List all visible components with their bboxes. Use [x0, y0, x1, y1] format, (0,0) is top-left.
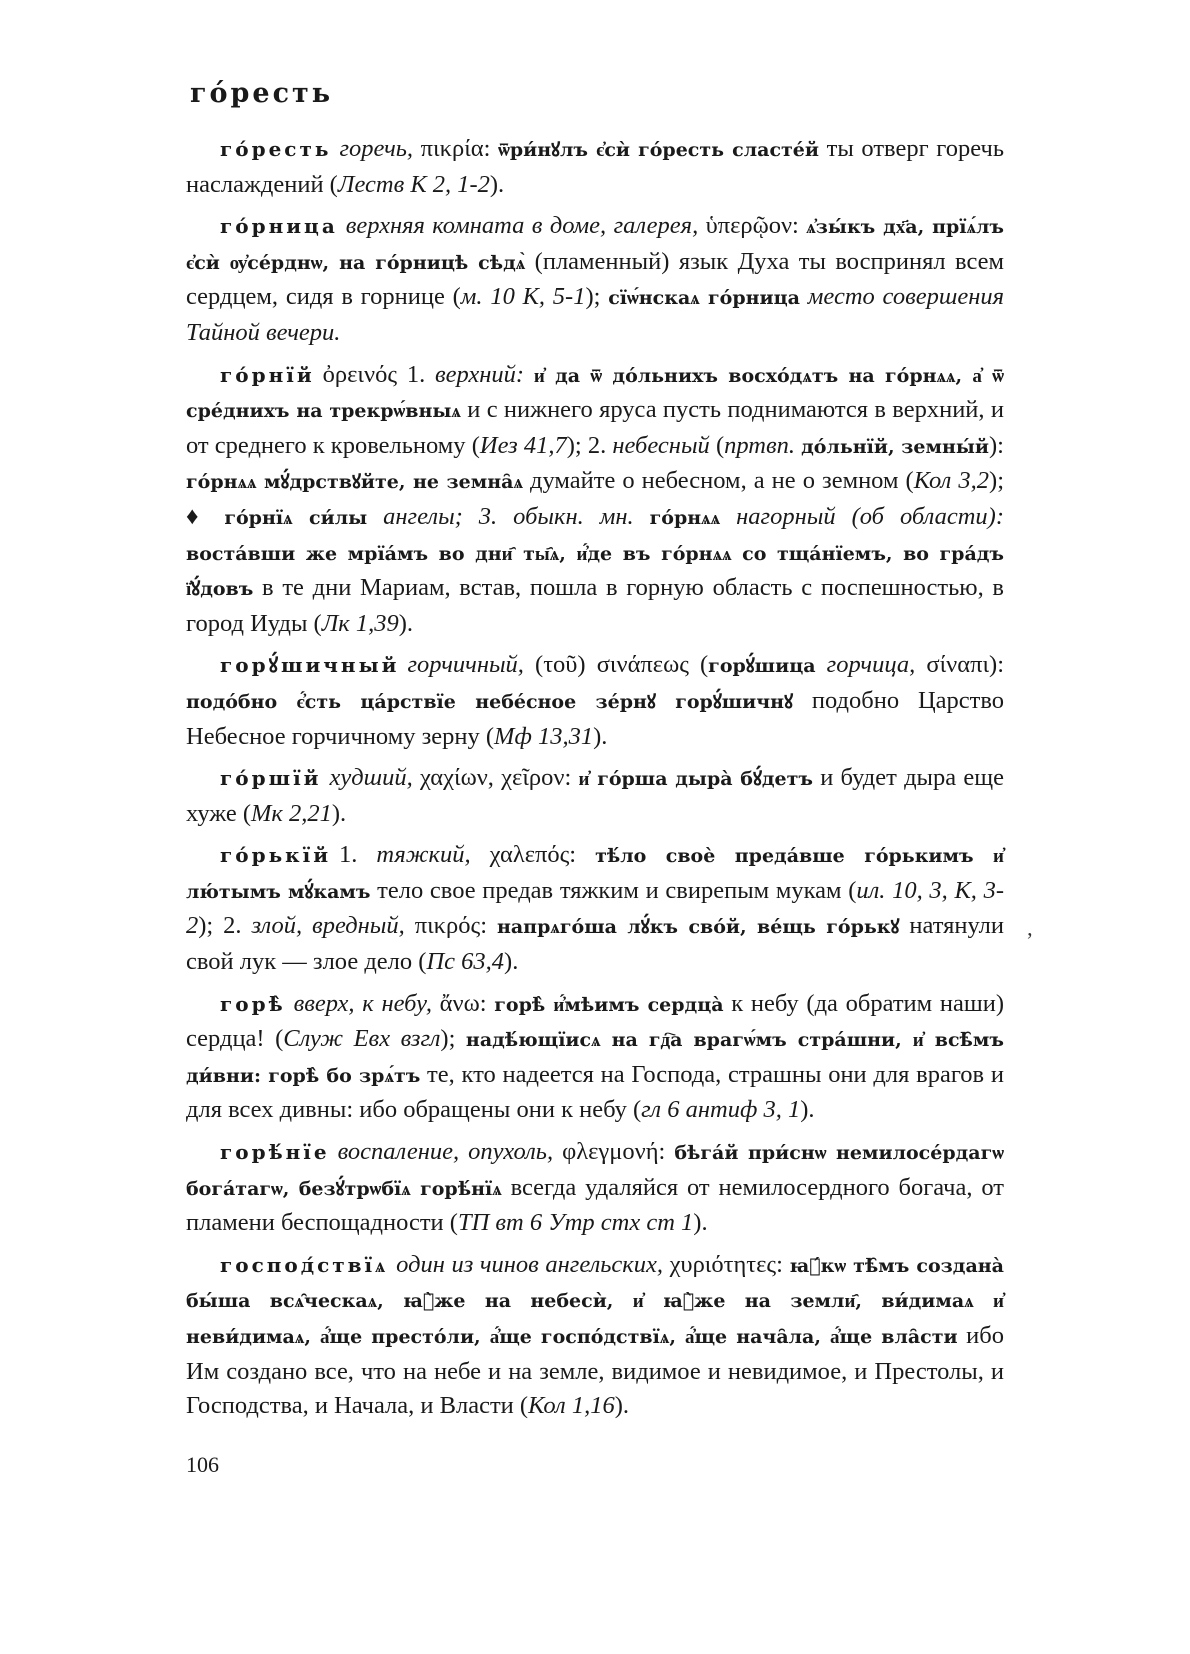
entry-text: ); 2.	[198, 912, 252, 940]
entry-text: ).	[398, 609, 414, 637]
entry-text: ); ♦	[186, 467, 1004, 530]
italic-gloss: Пс 63,4	[426, 948, 505, 976]
entry-text: к небу (да обратим наши) сердца! (	[186, 989, 1004, 1053]
entry-headword: го́рнїй	[220, 362, 315, 387]
church-slavonic-text: ѧ҆зы́къ дх҃а, прїѧ́лъ є҆сѝ ѹ҆се́рднѡ, на го́рницѣ сѣдѧ̀	[186, 216, 1004, 274]
entry-text: ).	[693, 1209, 708, 1237]
italic-gloss: один из чинов ангельских,	[396, 1250, 670, 1278]
dictionary-entry	[186, 838, 1004, 979]
italic-gloss: верхняя комната в доме, галерея,	[345, 212, 706, 240]
church-slavonic-text: бѣга́й при́снѡ немилосе́рдагѡ бога́тагѡ, безꙋ́трѡбїѧ горѣ́нїѧ	[186, 1142, 1004, 1200]
entries-column	[186, 132, 1004, 1431]
italic-gloss: Лк 1,39	[321, 609, 399, 637]
entry-text: и будет дыра еще хуже (	[186, 764, 1004, 827]
entry-text: ); 2.	[566, 431, 613, 459]
italic-gloss: вверх, к небу,	[293, 989, 440, 1017]
dictionary-entry	[186, 987, 1004, 1128]
entry-text: ):	[989, 431, 1004, 459]
entry-text: ).	[504, 948, 519, 976]
italic-gloss: горечь,	[339, 135, 421, 162]
entry-text: думайте о небесном, а не о земном (	[522, 467, 914, 495]
entry-headword: горꙋ́шичный	[220, 653, 400, 678]
entry-text: ).	[489, 170, 505, 198]
italic-gloss: злой, вредный,	[251, 912, 415, 940]
church-slavonic-text: ѿри́нꙋлъ є҆сѝ го́ресть сласте́й	[498, 139, 819, 161]
church-slavonic-text: сїѡ́нскаѧ го́рница	[608, 287, 800, 310]
italic-gloss: горчица,	[815, 651, 927, 679]
dictionary-entry	[186, 209, 1004, 350]
italic-gloss: Служ Евх взгл	[283, 1025, 441, 1053]
italic-gloss: ил. 10, 3, К, 3-2	[186, 876, 1004, 940]
entry-text: ).	[331, 799, 347, 827]
church-slavonic-text: горѣ̀ и҆́мѣимъ сердца̀	[494, 993, 724, 1016]
entry-text: χαλεπός:	[489, 841, 596, 869]
italic-gloss: место совершения Тайной вечери.	[186, 283, 1004, 346]
entry-text: и с нижнего яруса пусть поднимаются в верхний, и от среднего к кровельному (	[186, 396, 1004, 459]
entry-text: );	[585, 283, 609, 311]
italic-gloss: нагорный (об области):	[720, 502, 1004, 530]
church-slavonic-text: напрѧго́ша лꙋ́къ сво́й, ве́щь го́рькꙋ	[496, 916, 900, 939]
italic-gloss: Леств К 2, 1-2	[337, 170, 490, 198]
church-slavonic-text: го́рнѧѧ	[649, 506, 721, 529]
running-head: го́ресть	[190, 78, 334, 109]
dictionary-entry	[186, 1248, 1004, 1424]
italic-gloss: горчичный,	[407, 651, 536, 679]
dictionary-entry	[186, 761, 1004, 831]
entry-text: ὑπερῷον:	[705, 212, 807, 240]
entry-headword: горѣ̀	[220, 991, 286, 1016]
dictionary-entry	[186, 358, 1004, 642]
entry-text: всегда удаляйся от немилосердного богача, от пламени беспощадности (	[186, 1173, 1004, 1237]
entry-headword: горѣ́нїе	[220, 1140, 330, 1165]
entry-text: (пламенный) язык Духа ты воспринял всем сердцем, сидя в горнице (	[186, 247, 1005, 311]
margin-mark: ʼ	[1026, 928, 1034, 953]
italic-gloss: ТП вт 6 Утр стх ст 1	[457, 1209, 694, 1237]
italic-gloss: Кол 1,16	[528, 1392, 615, 1420]
entry-text: );	[440, 1025, 466, 1053]
entry-text: 1.	[406, 360, 436, 388]
italic-gloss: Мф 13,31	[494, 722, 594, 750]
entry-text: ).	[593, 722, 608, 750]
church-slavonic-text: надѣ́ющїисѧ на гд҇а врагѡ́мъ стра́шни, и҆ всѣ̑мъ ди́вни: горѣ̀ бо зрѧ́тъ	[186, 1029, 1004, 1087]
entry-text: πικρός:	[414, 912, 497, 940]
italic-gloss: пртвп.	[724, 431, 802, 459]
church-slavonic-text: го́рнїѧ си́лы	[224, 506, 368, 529]
entry-text: 1.	[339, 841, 377, 869]
italic-gloss: тяжкий,	[376, 841, 490, 869]
entry-headword: го́ршїй	[220, 766, 322, 791]
entry-text: φλεγμονή:	[562, 1138, 675, 1166]
italic-gloss: м. 10 К, 5-1	[460, 283, 586, 311]
page-number: 106	[186, 1452, 219, 1477]
dictionary-entry	[186, 132, 1004, 202]
entry-text: χυριότητες:	[669, 1250, 790, 1278]
entry-text: ὀρεινός	[322, 360, 407, 388]
italic-gloss: небесный	[612, 431, 710, 459]
church-slavonic-text: и҆ го́рша дыра̀ бꙋ́детъ	[578, 768, 813, 791]
church-slavonic-text: го́рнѧѧ мꙋ́дрствꙋйте, не земна̑ѧ	[186, 471, 523, 494]
entry-text: те, кто надеется на Господа, страшны они для врагов и для всех дивны: ибо обращены они к небу (	[186, 1060, 1004, 1124]
entry-text: подобно Царство Небесное горчичному зерну (	[186, 686, 1005, 750]
church-slavonic-text: тѣ́ло своѐ преда́вше го́рькимъ и҆ лю́тымъ мꙋ́камъ	[186, 845, 1005, 903]
entry-text: натянули свой лук — злое дело (	[186, 912, 1004, 976]
italic-gloss: верхний:	[435, 360, 534, 388]
entry-text: σίναπι):	[926, 651, 1004, 679]
entry-text: ибо Им создано все, что на небе и на земле, видимое и невидимое, и Престолы, и Господства, и Начала, и Власти (	[186, 1322, 1005, 1420]
church-slavonic-text: ꙗ҆́кѡ тѣ̑мъ создана̀ бы́ша всѧ̑ческаѧ, ꙗ҆̀же на небесѝ, и҆ ꙗ҆̀же на земли҄, ви́димаѧ и҆ неви́димаѧ, а҆́ще престо́ли, а҆́ще госпо́дствїѧ, а҆́ще нача̑ла, а҆́ще вла̑сти	[186, 1254, 1004, 1348]
italic-gloss: воспаление, опухоль,	[337, 1138, 563, 1166]
italic-gloss: ангелы; 3. обыкн. мн.	[367, 502, 650, 530]
entry-text: ).	[614, 1392, 630, 1420]
church-slavonic-text: и҆ да ѿ до́льнихъ восхо́дѧтъ на го́рнѧѧ, а҆ ѿ сре́днихъ на трекрѡ́вныѧ	[186, 364, 1004, 423]
italic-gloss: худший,	[329, 764, 420, 792]
entry-text: (	[709, 431, 725, 459]
entry-text: ἄνω:	[439, 989, 495, 1017]
dictionary-entry	[186, 1135, 1004, 1241]
entry-text: (τοῦ) σινάπεως (	[535, 651, 709, 679]
church-slavonic-text: горꙋ́шица	[708, 655, 816, 678]
church-slavonic-text: воста́вши же мрїа́мъ во дни҄ ты҄ѧ, и҆́де въ го́рнѧѧ со тща́нїемъ, во гра́дъ ї҆ꙋ́довъ	[186, 542, 1004, 601]
dictionary-entry	[186, 648, 1004, 754]
church-slavonic-text: до́льнїй, земны́й	[801, 435, 990, 458]
entry-text: πικρία:	[420, 135, 499, 162]
church-slavonic-text: подо́бно є҆́сть ца́рствїе небе́сное зе́рнꙋ горꙋ́шичнꙋ	[186, 690, 793, 713]
italic-gloss: Кол 3,2	[913, 467, 990, 495]
entry-text: в те дни Мариам, встав, пошла в горную область с поспешностью, в город Иуды (	[186, 574, 1004, 637]
entry-text: χαχίων, χεῖρον:	[419, 764, 579, 792]
entry-text: ты отверг горечь наслаждений (	[186, 135, 1004, 198]
entry-headword: го́рница	[220, 214, 338, 239]
entry-text: ).	[800, 1096, 815, 1124]
italic-gloss: Мк 2,21	[251, 799, 332, 827]
entry-text: тело свое предав тяжким и свирепым мукам (	[370, 876, 857, 904]
entry-headword: господ́ствїѧ	[220, 1252, 389, 1277]
italic-gloss: Иез 41,7	[479, 431, 567, 459]
italic-gloss: гл 6 антиф 3, 1	[641, 1096, 801, 1124]
entry-headword: го́рькїй	[220, 843, 332, 868]
entry-headword: го́ресть	[220, 137, 332, 161]
